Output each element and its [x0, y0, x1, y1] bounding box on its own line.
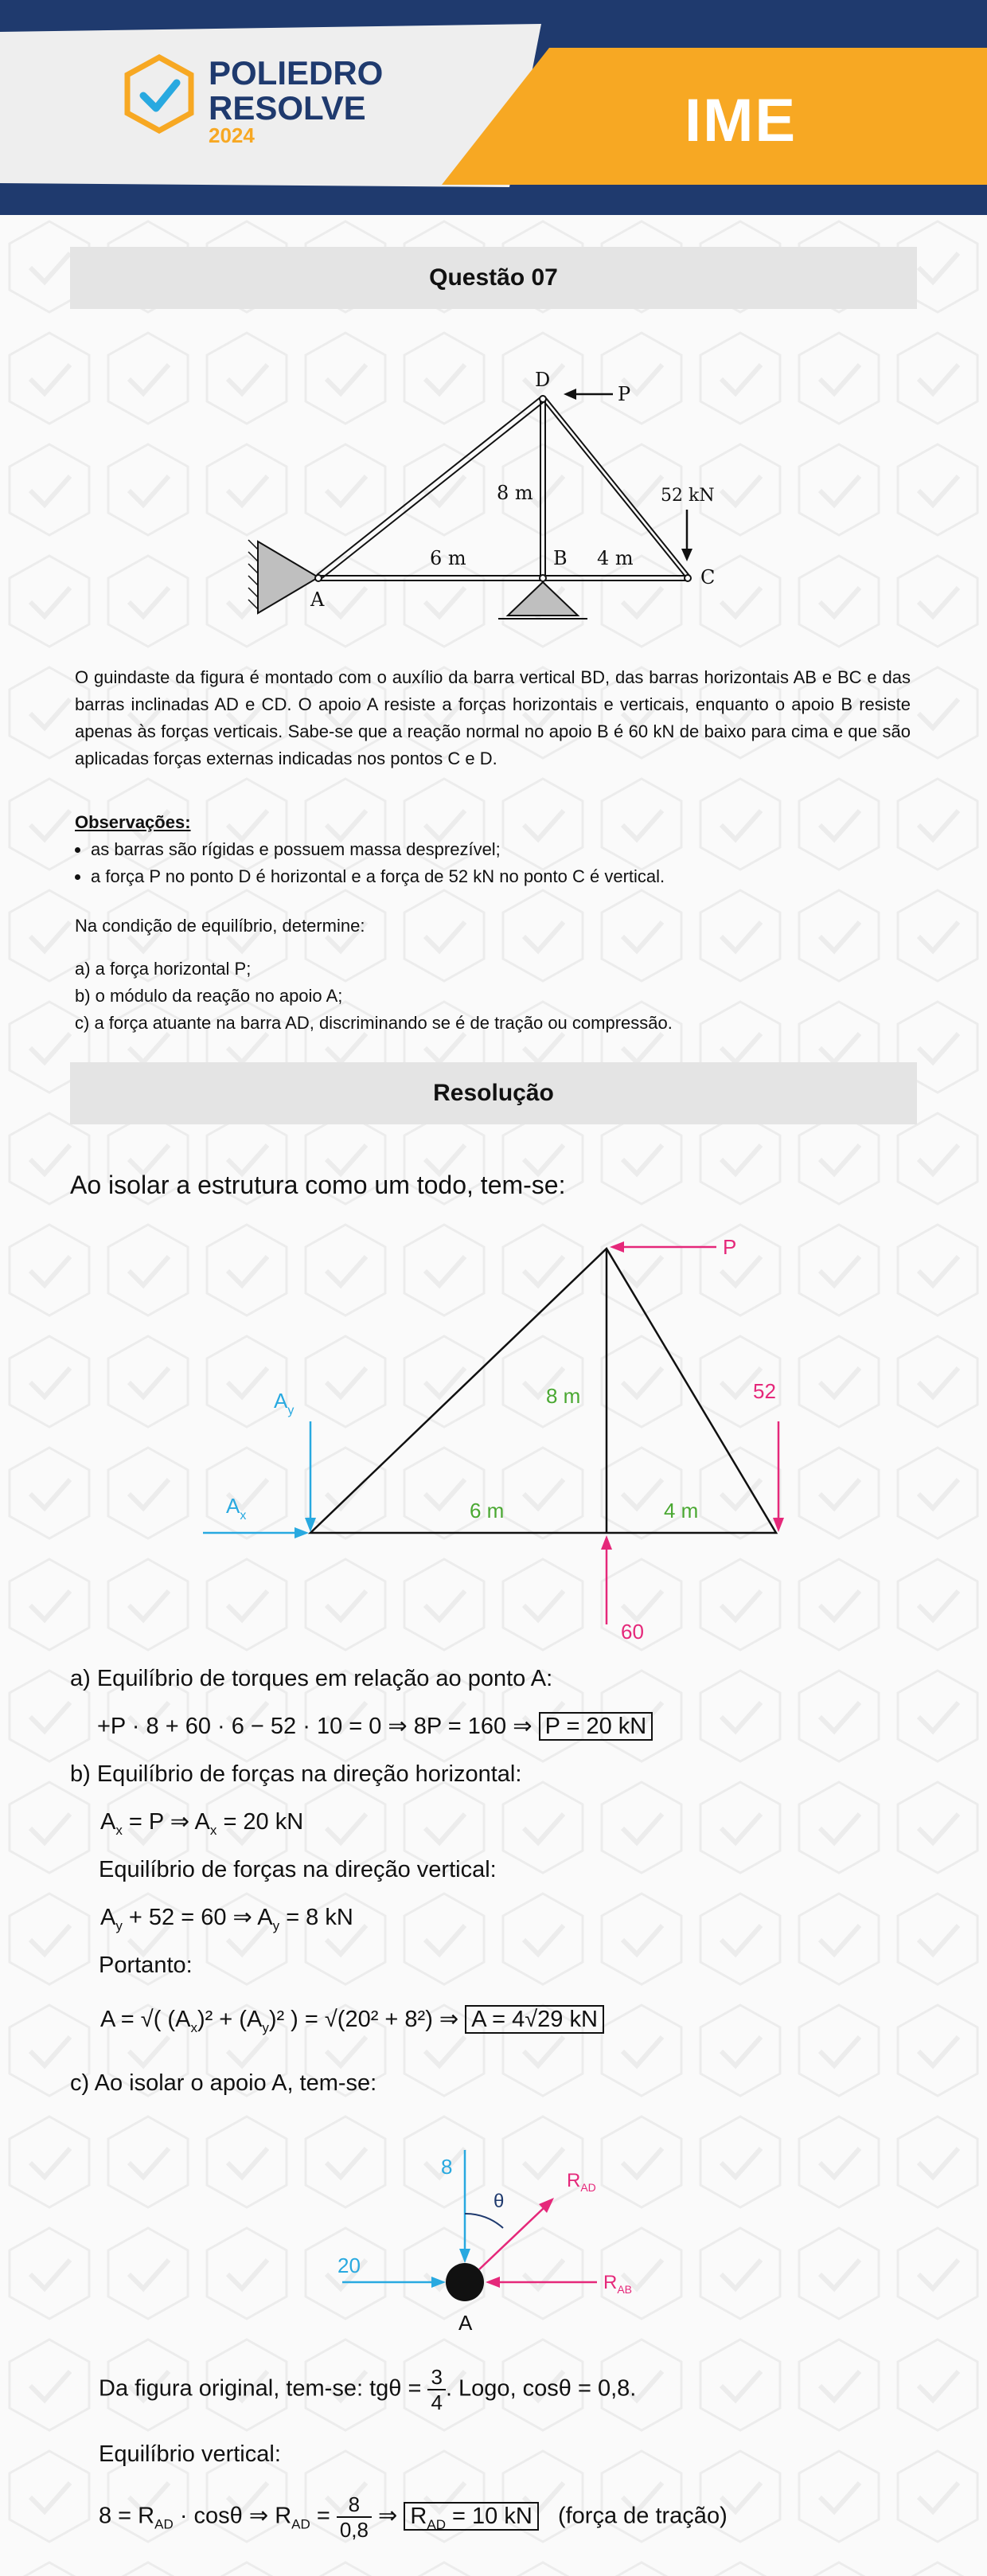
- fig3-label-theta: θ: [494, 2191, 505, 2212]
- label-B: B: [553, 547, 568, 569]
- label-4m: 4 m: [597, 547, 634, 569]
- fig3-label-8: 8: [441, 2155, 453, 2179]
- observation-item: • a força P no ponto D é horizontal e a força de 52 kN no ponto C é vertical.: [91, 863, 665, 890]
- portanto-label: Portanto:: [99, 1953, 193, 1978]
- part-b-title: b) Equilíbrio de forças na direção horizontal:: [70, 1761, 522, 1787]
- part-c-equation: $8 = R_{AD} \cdot \cos\theta$ ⇒ $R_{AD}$ = $\frac{8}{0,8}$ ⇒ $R_{AD} = 10$ kN (força de tração): [99, 2492, 728, 2542]
- part-c-tangent-text: Da figura original, tem-se: tgθ = $\frac{3}{4}$ . Logo, cosθ = 0,8.: [99, 2365, 637, 2414]
- question-prompt: Na condição de equilíbrio, determine:: [75, 916, 365, 936]
- question-item-a: a) a força horizontal P;: [75, 959, 252, 979]
- question-title: Questão 07: [70, 247, 917, 309]
- part-a-answer: P = 20 kN: [539, 1712, 653, 1741]
- label-8m: 8 m: [497, 482, 533, 504]
- question-statement: O guindaste da figura é montado com o auxílio da barra vertical BD, das barras horizontais AB e BC e das barras inclinadas AD e CD. O apoio A resiste a forças horizontais e verticais, enquanto o apoio B resiste apenas às forças verticais. Sabe-se que a reação normal no apoio B é 60 kN de baixo para cima e que são aplicadas forças externas indicadas nos pontos C e D.: [75, 667, 911, 768]
- fig2-label-6m: 6 m: [470, 1499, 505, 1523]
- label-D: D: [535, 369, 551, 391]
- part-c-note: (força de tração): [557, 2503, 728, 2529]
- fig2-label-4m: 4 m: [664, 1499, 699, 1523]
- logo-check-icon: [124, 54, 194, 134]
- observations-list: [75, 836, 665, 890]
- label-52kn: 52 kN: [661, 486, 715, 506]
- observations-title: Observações:: [75, 812, 191, 832]
- part-b-answer: A = 4√29 kN: [465, 2005, 604, 2034]
- resolution-intro: Ao isolar a estrutura como um todo, tem-se:: [70, 1171, 566, 1199]
- part-c-answer: $R_{AD} = 10$ kN: [404, 2502, 538, 2531]
- fig3-label-RAB: $R_{AB}$: [603, 2272, 633, 2296]
- label-6m: 6 m: [430, 547, 466, 569]
- question-items: [75, 956, 673, 1037]
- part-b-horizontal-equation: $A_x = P$ ⇒ $A_x = 20$ kN: [100, 1809, 304, 1838]
- support-a-free-body-diagram: [334, 2142, 669, 2349]
- question-item-c: c) a força atuante na barra AD, discriminando se é de tração ou compressão.: [75, 1013, 673, 1033]
- fig2-label-Ay: $A_y$: [274, 1389, 295, 1417]
- label-P: P: [618, 383, 631, 405]
- question-item-b: b) o módulo da reação no apoio A;: [75, 986, 343, 1006]
- fig2-label-P: P: [723, 1235, 737, 1259]
- observation-item: • as barras são rígidas e possuem massa desprezível;: [91, 836, 665, 863]
- vertical-equilibrium-label: Equilíbrio vertical:: [99, 2441, 281, 2467]
- free-body-diagram-structure: [191, 1226, 812, 1656]
- brand-year: 2024: [209, 123, 255, 147]
- observations-block: [75, 809, 665, 890]
- part-c-title: c) Ao isolar o apoio A, tem-se:: [70, 2070, 377, 2096]
- exam-name: IME: [685, 87, 798, 154]
- page-header: [0, 0, 987, 215]
- brand-line1: POLIEDRO: [209, 54, 384, 92]
- fig2-label-8m: 8 m: [546, 1384, 581, 1408]
- fig3-label-A: A: [458, 2311, 473, 2335]
- fig3-label-RAD: $R_{AD}$: [567, 2170, 596, 2194]
- fig3-label-20: 20: [337, 2254, 361, 2277]
- part-a-equation: +P · 8 + 60 · 6 − 52 · 10 = 0 ⇒ 8P = 160 ⇒ P = 20 kN: [97, 1712, 653, 1740]
- part-b-vertical-equation: $A_y + 52 = 60$ ⇒ $A_y = 8$ kN: [100, 1905, 353, 1933]
- label-C: C: [700, 566, 716, 588]
- fig2-label-60: 60: [621, 1620, 644, 1644]
- fig2-label-Ax: $A_x$: [226, 1494, 247, 1523]
- part-b-vertical-title: Equilíbrio de forças na direção vertical:: [99, 1857, 497, 1882]
- fig2-label-52: 52: [753, 1379, 776, 1403]
- part-b-result-equation: A = √( $(A_x)^2 + (A_y)^2$ ) = √(20² + 8²) ⇒ A = 4√29 kN: [100, 2005, 604, 2036]
- label-A: A: [310, 588, 325, 611]
- brand-line2: RESOLVE: [209, 89, 366, 127]
- part-a-title: a) Equilíbrio de torques em relação ao ponto A:: [70, 1666, 553, 1691]
- resolution-title: Resolução: [70, 1062, 917, 1124]
- crane-truss-figure: [239, 362, 748, 641]
